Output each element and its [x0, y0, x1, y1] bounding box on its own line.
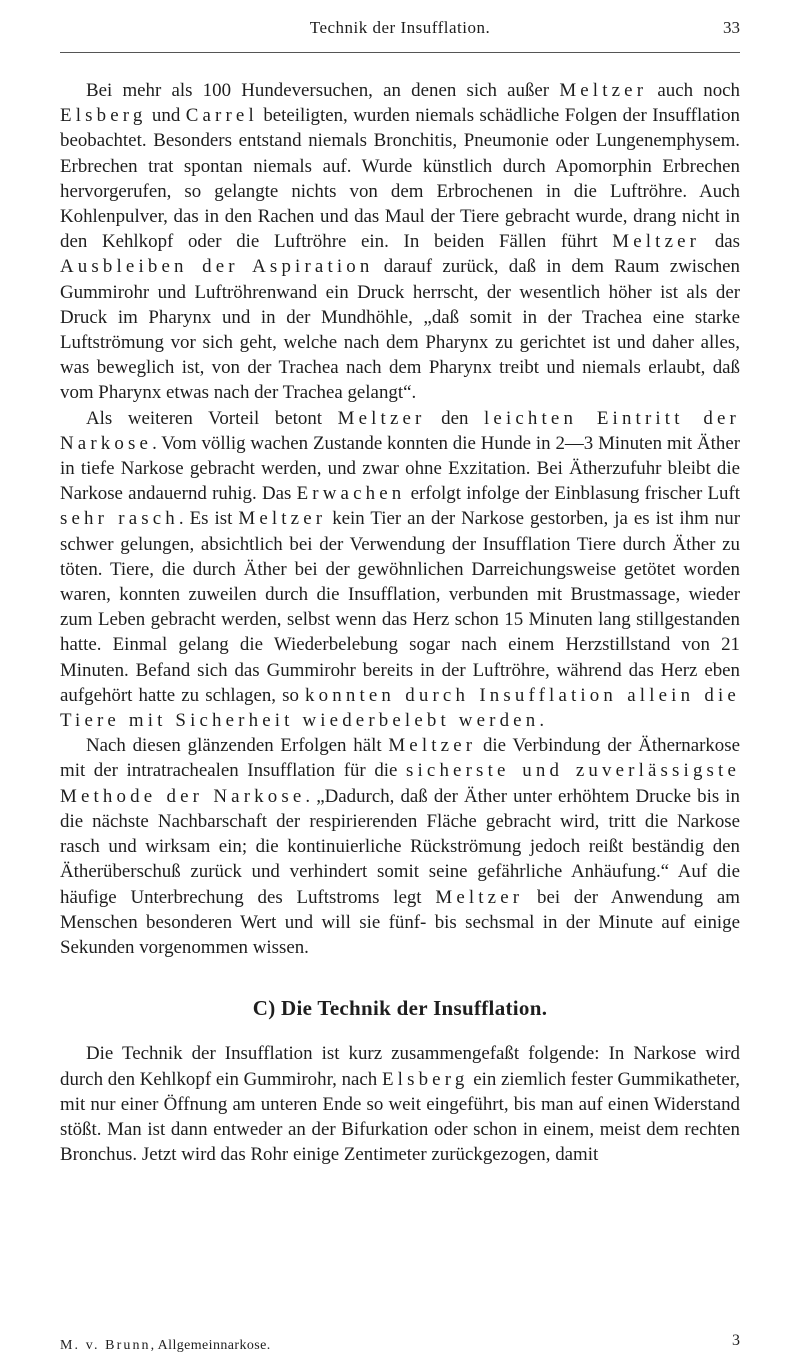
text-run: beteiligten, wurden niemals schädliche Folgen der Insufflation beobachtet. Besonders entstand niemals Bronchitis, Pneumonie oder Lungenemphysem. Erbrechen trat spontan niemals auf. Wurde künstlich durch Apomorphin Erbrechen hervorgerufen, so gelangte nichts von dem Erbrochenen in die Luftröhre. Auch Kohlenpulver, das in den Rachen und das Maul der Tiere gebracht wurde, drang nicht in den Kehlkopf oder die Luftröhre ein. In beiden Fällen führt	[60, 105, 740, 253]
running-head: Technik der Insufflation.	[309, 18, 491, 37]
footer-author: M. v. Brunn	[60, 1338, 151, 1353]
text-run: den	[425, 407, 485, 429]
footer-title: , Allgemeinnarkose.	[150, 1338, 271, 1353]
page-number: 33	[723, 18, 740, 37]
text-run: Die Technik der Insufflation ist kurz zusammengefaßt folgende: In Narkose wird durch den Kehlkopf ein Gummirohr, nach	[60, 1043, 740, 1090]
text-run: bei der Anwendung am Menschen besonderen Wert und will sie fünf- bis sechsmal in der Minute auf einige Sekunden vorgenommen wissen.	[60, 886, 740, 958]
text-run: Nach diesen glänzenden Erfolgen hält	[86, 735, 389, 757]
page-footer	[60, 1332, 740, 1354]
paragraph-1	[60, 78, 740, 406]
emphasis-spaced: Ausbleiben der Aspiration	[60, 256, 374, 278]
text-run: kein Tier an der Narkose gestorben, ja es ist ihm nur schwer gelungen, absichtlich bei der Verwendung der Insufflation Tiere durch Äther zu töten. Tiere, die durch Äther bei der gewöhnlichen Darreichungsweise getötet worden waren, konnten zuweilen durch die Insufflation, verbunden mit Brustmassage, wieder zum Leben gebracht werden, selbst wenn das Herz schon 15 Minuten lang stillgestanden hatte. Einmal gelang die Wiederbelebung sogar nach einem Herzstillstand von 21 Minuten. Befand sich das Gummirohr bereits in der Luftröhre, während das Herz eben aufgehört hatte zu schlagen, so	[60, 508, 740, 706]
paragraph-2	[60, 406, 740, 734]
emphasis-spaced: Elsberg	[60, 105, 147, 127]
text-run: Bei mehr als 100 Hundeversuchen, an denen sich außer	[86, 80, 560, 101]
section-heading: C) Die Technik der Insufflation.	[252, 996, 548, 1021]
emphasis-spaced: sehr rasch	[60, 508, 179, 530]
emphasis-spaced: Meltzer	[238, 508, 327, 530]
emphasis-spaced: Meltzer	[388, 735, 477, 757]
emphasis-spaced: Carrel	[185, 105, 258, 127]
text-run: darauf zurück, daß in dem Raum zwischen Gummirohr und Luftröhrenwand ein Druck herrscht, der wesentlich höher ist als der Druck im Pharynx und in der Mundhöhle, „daß somit in der Trachea eine starke Luftströmung vor sich geht, welche nach dem Pharynx zu gerichtet ist und daher alles, was beweglich ist, von der Trachea nach dem Pharynx treibt und niemals erlaubt, daß vom Pharynx etwas nach der Trachea gelangt“.	[60, 256, 740, 404]
footer-reference	[60, 1338, 271, 1353]
text-run: Als weiteren Vorteil betont	[86, 407, 338, 429]
page-header	[60, 18, 740, 53]
text-run: die Verbindung der Äthernarkose mit der intratrachealen Insufflation für die	[60, 735, 740, 782]
emphasis-spaced: konnten durch Insufflation allein die Tiere mit Sicherheit wiederbelebt werden	[60, 684, 740, 732]
body-text	[60, 78, 740, 1167]
text-run: . Es ist	[178, 508, 239, 530]
emphasis-spaced: Meltzer	[435, 886, 524, 908]
emphasis-spaced: leichten Eintritt der Narkose	[60, 407, 740, 454]
text-run: und	[146, 105, 186, 127]
text-run: . „Dadurch, daß der Äther unter erhöhtem Drucke bis in die nächste Nachbarschaft der respirierenden Fläche gebracht wird, tritt die Narkose rasch und wirksam ein; die kontinuierliche Rückströmung jedoch reißt beständig den Ätherüberschuß zurück und verhindert somit seine gefährliche Anhäufung.“ Auf die häufige Unterbrechung des Luftstroms legt	[60, 785, 740, 908]
emphasis-spaced: Elsberg	[381, 1068, 469, 1090]
text-run: auch noch	[647, 80, 740, 101]
text-run: .	[539, 710, 545, 732]
emphasis-spaced: Meltzer	[559, 80, 648, 101]
paragraph-4	[60, 1041, 740, 1167]
text-run: . Vom völlig wachen Zustande konnten die Hunde in 2—3 Minuten mit Äther in tiefe Narkose gebracht werden, und zwar ohne Exzitation. Bei Ätherzufuhr bleibt die Narkose andauernd ruhig. Das	[60, 432, 740, 505]
emphasis-spaced: Meltzer	[612, 231, 701, 253]
text-run: ein ziemlich fester Gummikatheter, mit nur einer Öffnung am unteren Ende so weit eingeführt, bis man auf einen Widerstand stößt. Man ist dann entweder an der Bifurkation oder schon in einem, meist dem rechten Bronchus. Jetzt wird das Rohr einige Zentimeter zurückgezogen, damit	[60, 1068, 740, 1166]
text-run: erfolgt infolge der Einblasung frischer Luft	[405, 483, 741, 505]
emphasis-spaced: Meltzer	[337, 407, 426, 429]
paragraph-3	[60, 733, 740, 960]
text-run: das	[700, 231, 741, 253]
emphasis-spaced: sicherste und zuverlässigste Methode der Narkose	[60, 760, 741, 807]
signature-mark: 3	[732, 1332, 740, 1349]
emphasis-spaced: Erwachen	[296, 483, 406, 505]
